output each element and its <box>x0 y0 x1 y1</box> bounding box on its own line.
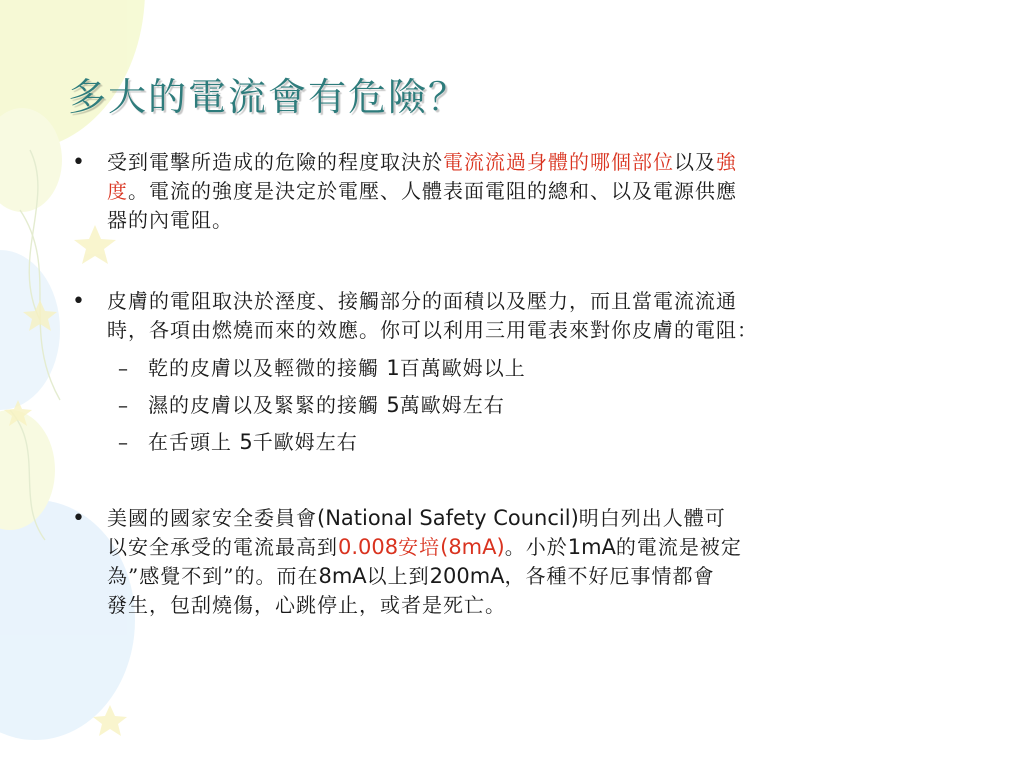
text-segment: 時，各項由燃燒而來的效應。你可以利用三用電表來對你皮膚的電阻： <box>107 318 758 342</box>
sub-item-text <box>148 354 526 383</box>
text-segment: 千歐姆左右 <box>252 430 358 454</box>
bullet-dot: • <box>72 150 86 175</box>
text-segment: 為”感覺不到”的。而在 <box>107 564 319 588</box>
number-segment: 5 <box>239 430 253 454</box>
highlight-number-segment: 0.008 <box>338 535 399 559</box>
bullet-line <box>107 533 957 562</box>
text-segment: 明白列出人體可 <box>578 506 726 530</box>
bullet-line <box>107 591 957 620</box>
text-segment: 在舌頭上 <box>148 430 240 454</box>
highlight-segment: 強 <box>716 150 737 174</box>
highlight-segment: 電流流過身體的哪個部位 <box>443 150 674 174</box>
bullet-text <box>107 287 957 345</box>
number-segment: 5 <box>386 393 400 417</box>
bullet-line <box>107 316 957 345</box>
bullet-text <box>107 148 957 235</box>
highlight-number-segment: (8mA) <box>440 535 505 559</box>
text-segment: 發生，包刮燒傷，心跳停止，或者是死亡。 <box>107 593 506 617</box>
bullet-line <box>107 206 957 235</box>
text-segment: 器的內電阻。 <box>107 208 233 232</box>
sub-item-dash: – <box>118 430 129 454</box>
text-segment: 受到電擊所造成的危險的程度取決於 <box>107 150 443 174</box>
bullet-dot: • <box>72 506 86 531</box>
highlight-segment: 度 <box>107 179 128 203</box>
text-segment: 。電流的強度是決定於電壓、人體表面電阻的總和、以及電源供應 <box>128 179 737 203</box>
text-segment: 的電流是被定 <box>615 535 742 559</box>
bullet-text <box>107 504 957 620</box>
sub-item-dash: – <box>118 393 129 417</box>
highlight-segment: 安培 <box>398 535 441 559</box>
sub-item-text <box>148 428 358 457</box>
text-segment: 百萬歐姆以上 <box>399 356 526 380</box>
text-segment: 濕的皮膚以及緊緊的接觸 <box>148 393 387 417</box>
bullet-line <box>107 148 957 177</box>
bullet-line <box>107 562 957 591</box>
text-segment: 以上到 <box>366 564 430 588</box>
number-segment: 1mA <box>567 535 616 559</box>
bullet-line <box>107 287 957 316</box>
number-segment: 200mA <box>429 564 505 588</box>
text-segment: 以及 <box>674 150 716 174</box>
text-segment: 美國的國家安全委員會 <box>107 506 317 530</box>
sub-item-dash: – <box>118 356 129 380</box>
text-segment: ，各種不好厄事情都會 <box>504 564 715 588</box>
text-segment: 萬歐姆左右 <box>399 393 505 417</box>
bullet-dot: • <box>72 289 86 314</box>
number-segment: 1 <box>386 356 400 380</box>
slide-title: 多大的電流會有危險？ <box>68 75 469 119</box>
org-name-segment: (National Safety Council) <box>317 506 579 530</box>
text-segment: 。小於 <box>504 535 568 559</box>
text-segment: 以安全承受的電流最高到 <box>107 535 338 559</box>
number-segment: 8mA <box>318 564 367 588</box>
text-segment: 乾的皮膚以及輕微的接觸 <box>148 356 387 380</box>
text-segment: 皮膚的電阻取決於溼度、接觸部分的面積以及壓力，而且當電流流通 <box>107 289 737 313</box>
bullet-line <box>107 177 957 206</box>
sub-item-text <box>148 391 505 420</box>
bullet-line <box>107 504 957 533</box>
